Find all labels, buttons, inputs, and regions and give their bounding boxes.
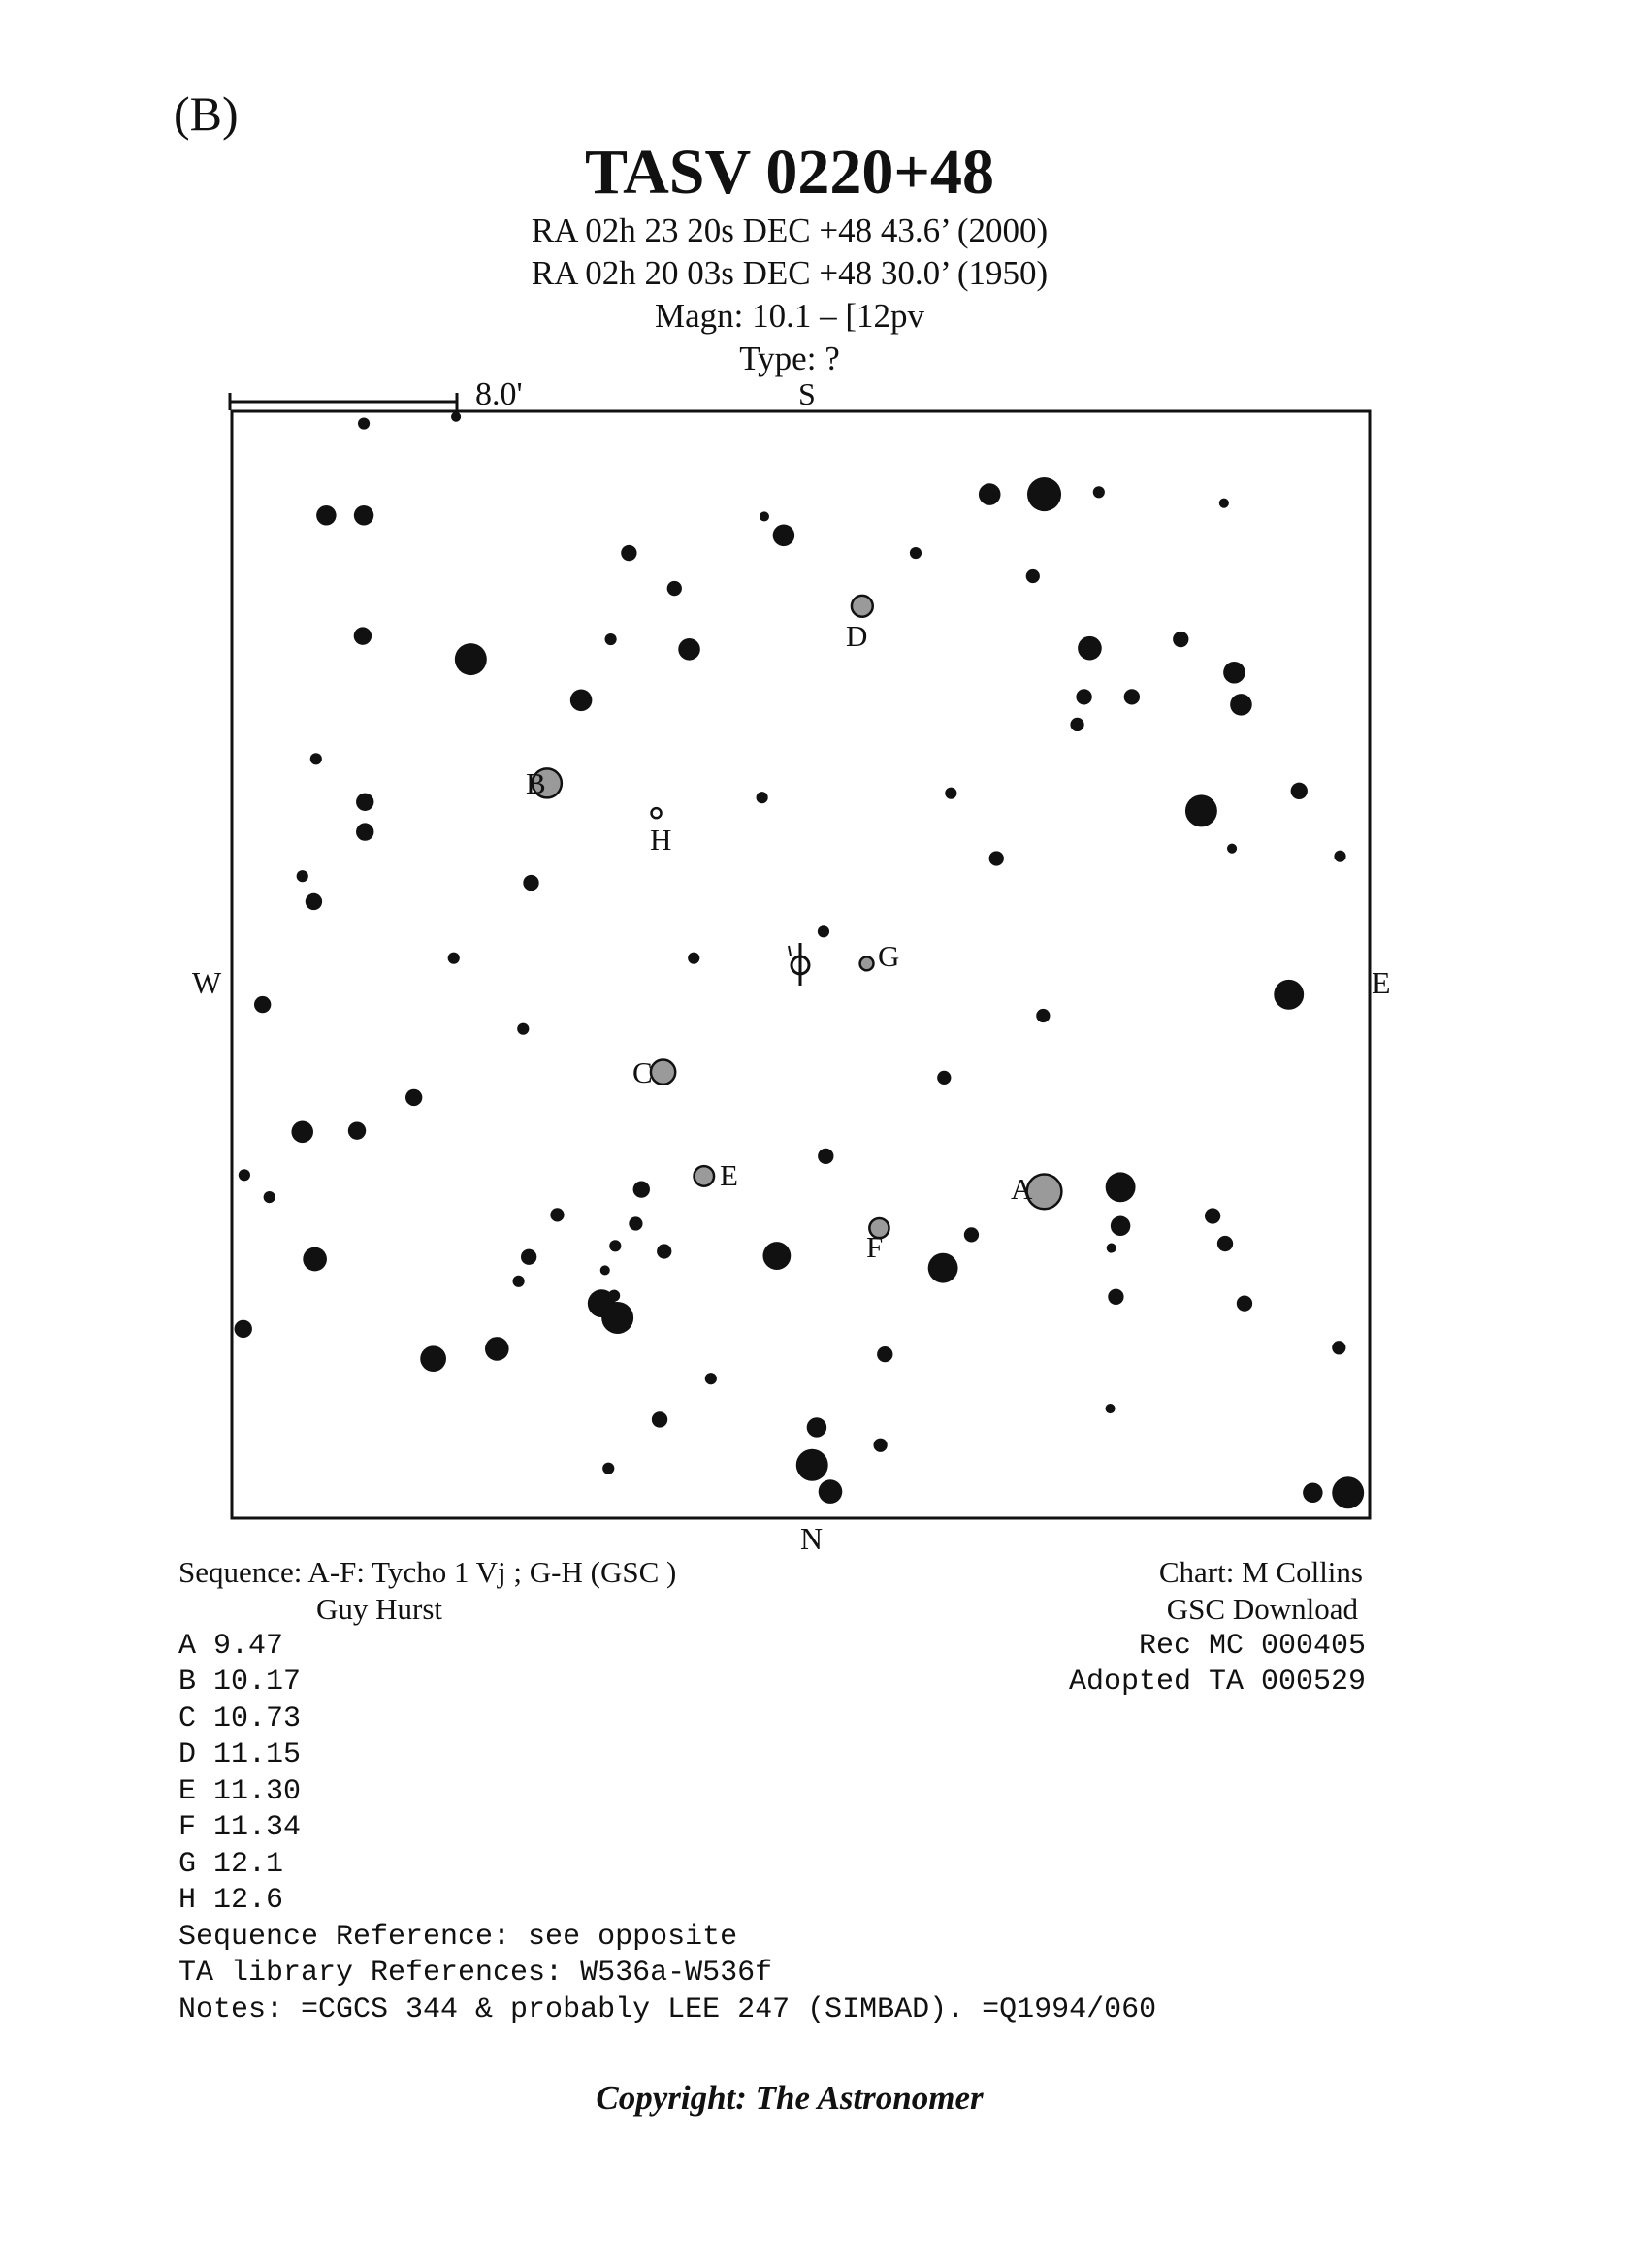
comparison-star-h [652, 808, 662, 818]
library-references: TA library References: W536a-W536f [178, 1957, 773, 1990]
star-54 [1237, 1295, 1252, 1311]
star-42 [819, 1479, 843, 1504]
star-26 [550, 1208, 564, 1221]
magnitude-range: Magn: 10.1 – [12pv [654, 297, 925, 335]
star-7 [310, 753, 322, 764]
star-36 [652, 1411, 667, 1427]
star-6 [455, 643, 487, 675]
star-86 [621, 545, 636, 561]
star-85 [773, 525, 795, 547]
direction-west: W [192, 965, 222, 1000]
star-57 [1332, 1476, 1364, 1508]
comparison-star-c [651, 1060, 675, 1085]
star-81 [1093, 486, 1105, 498]
star-47 [1111, 1216, 1130, 1236]
star-45 [928, 1253, 958, 1283]
chart-source: GSC Download [1166, 1592, 1358, 1626]
scale-label: 8.0' [475, 376, 523, 412]
star-18 [239, 1169, 250, 1181]
star-63 [757, 792, 768, 803]
star-32 [629, 1216, 642, 1230]
star-83 [910, 547, 922, 559]
comp-label-f: F [866, 1230, 884, 1264]
star-71 [1230, 694, 1252, 716]
star-12 [448, 953, 460, 964]
coords-b1950: RA 02h 20 03s DEC +48 30.0’ (1950) [531, 254, 1049, 292]
comparison-star-g [860, 956, 874, 970]
target-tick [789, 946, 791, 956]
star-43 [877, 1346, 892, 1362]
magnitude-b: B 10.17 [178, 1666, 302, 1699]
star-33 [633, 1181, 650, 1197]
star-41 [796, 1449, 828, 1481]
star-49 [1108, 1289, 1123, 1305]
star-51 [1106, 1172, 1136, 1202]
adopted-code: Adopted TA 000529 [1068, 1666, 1366, 1699]
magnitude-f: F 11.34 [178, 1811, 302, 1844]
star-1 [358, 417, 370, 429]
star-88 [605, 633, 617, 645]
comparison-star-e [695, 1166, 715, 1186]
star-20 [303, 1247, 327, 1272]
sequence-observer: Guy Hurst [316, 1592, 443, 1626]
star-38 [762, 1242, 791, 1270]
direction-south: S [798, 376, 816, 411]
comp-label-b: B [526, 766, 546, 800]
star-9 [356, 823, 373, 840]
star-37 [602, 1463, 614, 1474]
star-75 [1076, 689, 1091, 704]
star-16 [291, 1121, 313, 1144]
comp-label-h: H [650, 823, 672, 857]
magnitude-h: H 12.6 [178, 1884, 284, 1917]
star-3 [316, 505, 336, 525]
star-76 [1070, 718, 1083, 731]
comp-label-c: C [632, 1055, 653, 1089]
star-84 [760, 511, 769, 521]
star-21 [235, 1320, 252, 1338]
target-marker [789, 943, 809, 986]
star-8 [356, 794, 373, 811]
star-40 [807, 1417, 826, 1437]
star-64 [945, 788, 956, 799]
variable-type: Type: ? [739, 340, 840, 377]
star-22 [420, 1345, 446, 1372]
copyright: Copyright: The Astronomer [596, 2079, 984, 2117]
star-65 [989, 851, 1004, 865]
star-66 [1185, 794, 1217, 826]
star-90 [570, 690, 593, 712]
star-56 [1303, 1483, 1322, 1503]
star-74 [1124, 689, 1140, 704]
star-31 [600, 1265, 610, 1275]
star-62 [523, 875, 538, 891]
star-46 [964, 1227, 979, 1242]
star-44 [873, 1439, 887, 1452]
direction-north: N [800, 1521, 824, 1556]
star-58 [1036, 1009, 1050, 1022]
star-55 [1332, 1341, 1345, 1354]
star-11 [306, 893, 322, 910]
comparison-stars [533, 596, 1061, 1238]
star-53 [1217, 1236, 1233, 1251]
star-10 [297, 870, 308, 882]
sequence-reference: Sequence Reference: see opposite [178, 1921, 738, 1954]
star-59 [937, 1071, 951, 1085]
direction-east: E [1372, 965, 1391, 1000]
star-89 [678, 638, 700, 661]
star-77 [1078, 636, 1102, 661]
star-80 [1027, 477, 1061, 511]
star-73 [1173, 632, 1188, 647]
star-39 [818, 1149, 833, 1164]
star-24 [521, 1249, 536, 1265]
notes: Notes: =CGCS 344 & probably LEE 247 (SIMBAD). =Q1994/060 [178, 1993, 1157, 2026]
magnitude-g: G 12.1 [178, 1848, 284, 1881]
star-2 [451, 412, 461, 422]
comparison-star-d [852, 596, 873, 617]
rec-code: Rec MC 000405 [1138, 1630, 1366, 1663]
star-67 [1227, 844, 1237, 854]
star-70 [1274, 980, 1304, 1010]
star-14 [517, 1023, 529, 1035]
star-27 [609, 1240, 621, 1251]
star-50 [1106, 1404, 1116, 1413]
magnitude-e: E 11.30 [178, 1775, 302, 1808]
star-35 [705, 1373, 717, 1384]
chart-title: TASV 0220+48 [584, 137, 995, 208]
magnitude-c: C 10.73 [178, 1702, 302, 1735]
star-79 [979, 483, 1001, 505]
star-48 [1107, 1244, 1116, 1253]
star-60 [818, 925, 829, 937]
comp-label-g: G [878, 939, 900, 973]
comp-label-d: D [846, 619, 868, 653]
panel-label: (B) [174, 86, 239, 141]
star-30 [601, 1302, 633, 1334]
star-34 [657, 1244, 671, 1258]
star-15 [405, 1089, 422, 1106]
chart-author: Chart: M Collins [1158, 1555, 1363, 1589]
star-5 [354, 627, 372, 644]
sequence-source: Sequence: A-F: Tycho 1 Vj ; G-H (GSC ) [178, 1555, 677, 1589]
star-19 [264, 1191, 275, 1203]
comp-label-a: A [1011, 1172, 1033, 1206]
star-87 [667, 581, 682, 596]
magnitude-d: D 11.15 [178, 1738, 302, 1771]
star-17 [348, 1121, 366, 1139]
star-13 [254, 996, 271, 1013]
star-82 [1219, 499, 1229, 508]
star-69 [1334, 851, 1345, 862]
star-68 [1291, 783, 1308, 799]
star-72 [1223, 662, 1245, 684]
star-61 [688, 953, 699, 964]
star-25 [513, 1276, 525, 1287]
star-78 [1026, 569, 1040, 583]
star-23 [485, 1337, 509, 1361]
star-52 [1205, 1208, 1220, 1223]
comp-label-e: E [720, 1158, 738, 1192]
magnitude-a: A 9.47 [178, 1630, 284, 1663]
coords-j2000: RA 02h 23 20s DEC +48 43.6’ (2000) [531, 211, 1049, 249]
star-4 [354, 505, 373, 525]
